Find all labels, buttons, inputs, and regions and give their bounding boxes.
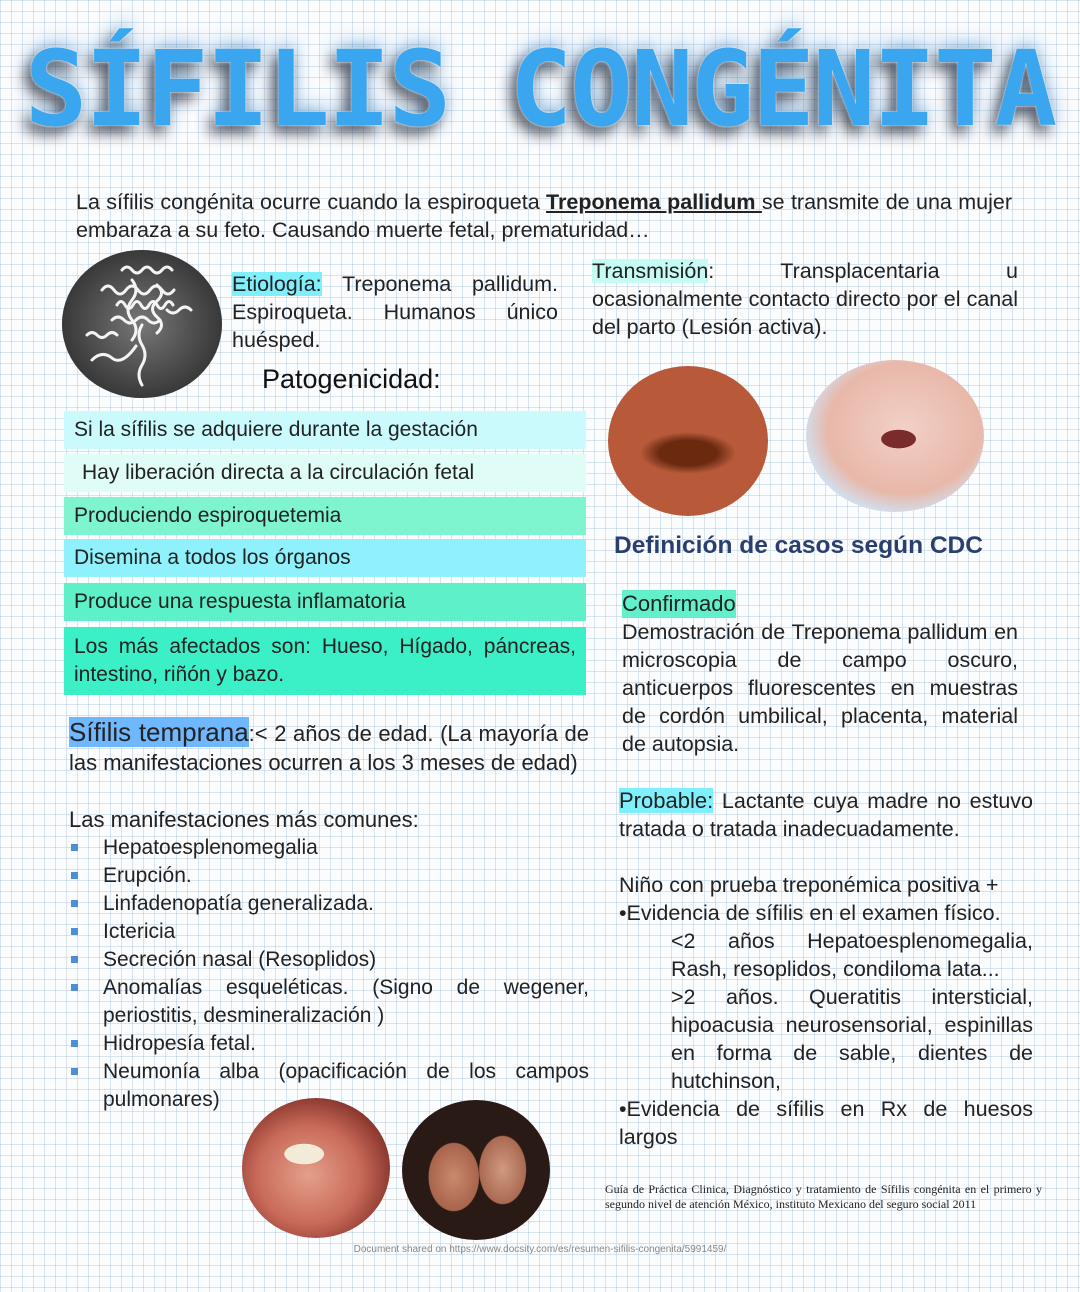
- patogenicidad-step-5: Produce una respuesta inflamatoria: [64, 583, 586, 621]
- intro-organism: Treponema pallidum: [546, 190, 762, 214]
- infant-face-photo: [806, 360, 984, 512]
- nino-prueba: Niño con prueba treponémica positiva +: [619, 873, 999, 897]
- patogenicidad-step-2: Hay liberación directa a la circulación fetal: [64, 454, 586, 492]
- citation: Guía de Práctica Clinica, Diagnóstico y tratamiento de Sífilis congénita en el primero y segundo nivel de atención México, instituto Mexicano del seguro social 2011: [605, 1182, 1042, 1211]
- spirochete-illustration: [62, 250, 222, 398]
- list-item: Anomalías esqueléticas. (Signo de wegener, periostitis, desmineralización ): [69, 974, 589, 1030]
- patogenicidad-step-1: Si la sífilis se adquiere durante la gestación: [64, 411, 586, 449]
- page-title: SÍFILIS CONGÉNITA: [24, 28, 1056, 150]
- teeth-photo: [242, 1098, 390, 1238]
- evidencia-rx: •Evidencia de sífilis en Rx de huesos largos: [619, 1097, 1033, 1149]
- list-item: Ictericia: [69, 918, 589, 946]
- list-item: Neumonía alba (opacificación de los campos pulmonares): [69, 1058, 589, 1114]
- intro-part1: La sífilis congénita ocurre cuando la espiroqueta: [76, 190, 547, 214]
- etiologia-body: Treponema pallidum. Espiroqueta. Humanos único huésped.: [232, 272, 558, 352]
- probable-label: Probable:: [619, 788, 714, 813]
- manifestaciones-list: [69, 834, 589, 1114]
- probable-text: [619, 787, 1033, 843]
- intro-paragraph: [76, 188, 1012, 244]
- infant-mouth-photo: [608, 366, 768, 516]
- feet-rash-photo: [402, 1100, 550, 1240]
- list-item: Erupción.: [69, 862, 589, 890]
- transmision-text: [592, 257, 1018, 341]
- mayor-2-anos: >2 años. Queratitis intersticial, hipoacusia neurosensorial, espinillas en forma de sable, dientes de hutchinson,: [671, 985, 1033, 1093]
- etiologia-label: Etiología:: [232, 272, 322, 296]
- etiologia-text: [232, 270, 558, 354]
- transmision-body: : Transplacentaria u ocasionalmente contacto directo por el canal del parto (Lesión activa).: [592, 259, 1018, 339]
- cdc-heading: Definición de casos según CDC: [614, 532, 983, 559]
- list-item: Secreción nasal (Resoplidos): [69, 946, 589, 974]
- menor-2-anos: <2 años Hepatoesplenomegalia, Rash, resoplidos, condiloma lata...: [671, 929, 1033, 981]
- manifestaciones-heading: Las manifestaciones más comunes:: [69, 807, 419, 832]
- confirmado-text: Demostración de Treponema pallidum en microscopia de campo oscuro, anticuerpos fluorescentes en muestras de cordón umbilical, placenta, material de autopsia.: [622, 620, 1018, 756]
- patogenicidad-heading: Patogenicidad:: [262, 364, 441, 394]
- spirochete-microscopy-image: [62, 250, 222, 398]
- list-item: Linfadenopatía generalizada.: [69, 890, 589, 918]
- transmision-label: Transmisión: [592, 259, 709, 283]
- patogenicidad-step-4: Disemina a todos los órganos: [64, 539, 586, 577]
- download-notice[interactable]: Document shared on https://www.docsity.com/es/resumen-sifilis-congenita/5991459/: [353, 1244, 727, 1255]
- patogenicidad-step-6: Los más afectados son: Hueso, Hígado, páncreas, intestino, riñón y bazo.: [64, 627, 586, 695]
- confirmado-label: Confirmado: [622, 591, 736, 616]
- evidencia-examen: •Evidencia de sífilis en el examen físico.: [619, 901, 1001, 925]
- sifilis-temprana-text: [69, 718, 589, 777]
- intro-part2: se transmite de una mujer embaraza a su feto. Causando muerte fetal, prematuridad…: [76, 190, 1012, 242]
- sifilis-temprana-label: Sífilis temprana: [69, 717, 249, 747]
- probable-body: Lactante cuya madre no estuvo tratada o tratada inadecuadamente.: [619, 789, 1033, 841]
- list-item: Hepatoesplenomegalia: [69, 834, 589, 862]
- sifilis-temprana-body: :< 2 años de edad. (La mayoría de las manifestaciones ocurren a los 3 meses de edad): [69, 721, 589, 775]
- patogenicidad-step-3: Produciendo espiroquetemia: [64, 497, 586, 535]
- list-item: Hidropesía fetal.: [69, 1030, 589, 1058]
